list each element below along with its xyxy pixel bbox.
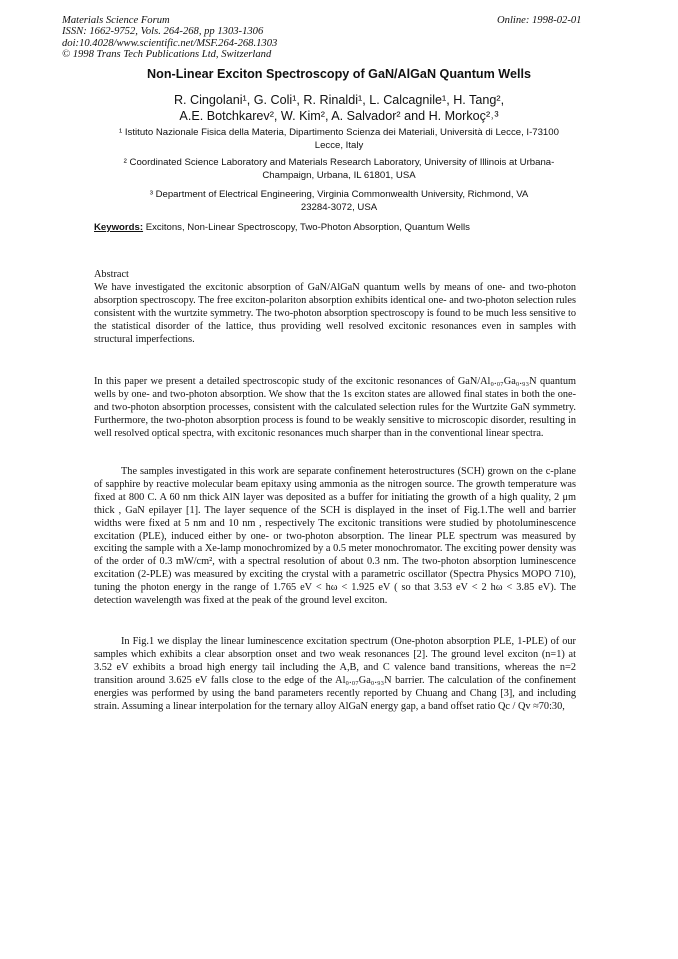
- doi-link[interactable]: doi:10.4028/www.scientific.net/MSF.264-268.1303: [62, 37, 278, 49]
- keywords-label: Keywords:: [94, 222, 144, 233]
- author-line-2: A.E. Botchkarev², W. Kim², A. Salvador² and H. Morkoç²˒³: [179, 109, 499, 123]
- online-date: Online: 1998-02-01: [497, 15, 582, 26]
- body-paragraph-2: The samples investigated in this work are separate confinement heterostructures (SCH) grown on the c-plane of sapphire by reactive molecular beam epitaxy using ammonia as the nitrogen source. The growth temperature was fixed at 800 C. A 60 nm thick AlN layer was deposited as a buffer for initiating the growth of a high quality, 2 μm thick , GaN epilayer [1]. The layer sequence of the SCH is displayed in the inset of Fig.1.The well and barrier widths were fixed at 5 nm and 10 nm , respectively The excitonic transitions were studied by photoluminescence excitation (PLE), induced either by one- or two-photon absorption. The linear PLE spectrum was measured by exciting the sample with a Xe-lamp monochromized by a 0.5 meter monochromator. The exciting power density was of the order of 0.3 mW/cm², with a spectral resolution of about 0.3 nm. The two-photon absorption luminescence excitation (2-PLE) was measured by exciting the crystal with a parametric oscillator (Spectra Physics MOPO 710), tuning the photon energy in the range of 1.765 eV < hω < 1.925 eV ( so that 3.53 eV < 2 hω < 3.85 eV). The detection wavelength was fixed at the peak of the ground level exciton.: [94, 466, 576, 607]
- affiliation-1: ¹ Istituto Nazionale Fisica della Materia, Dipartimento Scienza dei Materiali, Università di Lecce, I-73100 Lecce, Italy: [119, 127, 559, 151]
- author-line-1: R. Cingolani¹, G. Coli¹, R. Rinaldi¹, L. Calcagnile¹, H. Tang²,: [173, 93, 505, 107]
- abstract-text: We have investigated the excitonic absorption of GaN/AlGaN quantum wells by means of one- and two-photon absorption spectroscopy. The free exciton-polariton absorption exhibits identical one- and two-photon selection rules consistent with the wurtzite symmetry. The two-photon absorption spectroscopy is found to be much less sensitive to the statistical disorder of the lattice, thus providing well resolved excitonic resonances even in samples with structural imperfections.: [94, 282, 576, 345]
- affiliation-3: ³ Department of Electrical Engineering, Virginia Commonwealth University, Richmond, VA 23284-3072, USA: [149, 189, 529, 213]
- body-paragraph-1: In this paper we present a detailed spectroscopic study of the excitonic resonances of GaN/Al₀.₀₇Ga₀.₉₃N quantum wells by one- and two-photon absorption. We show that the 1s exciton states are allowed final states in both the one- and two-photon absorption processes, consistent with the calculated selection rules for the Wurtzite GaN symmetry. Furthermore, the two-photon absorption process is found to be weakly sensitive to microscopic disorder, resulting in well resolved optical spectra, with excitonic resonances much sharper than in the conventional linear spectra.: [94, 376, 576, 439]
- paper-title: Non-Linear Exciton Spectroscopy of GaN/AlGaN Quantum Wells: [147, 67, 531, 81]
- issn-line: ISSN: 1662-9752, Vols. 264-268, pp 1303-1306: [62, 26, 264, 38]
- keywords-text: Excitons, Non-Linear Spectroscopy, Two-Photon Absorption, Quantum Wells: [143, 222, 470, 233]
- affiliation-2: ² Coordinated Science Laboratory and Materials Research Laboratory, University of Illinois at Urbana-Champaign, Urbana, IL 61801, USA: [123, 157, 555, 181]
- abstract-heading: Abstract: [94, 269, 129, 280]
- journal-header: [62, 15, 277, 60]
- keywords: [94, 222, 470, 233]
- copyright-line: © 1998 Trans Tech Publications Ltd, Switzerland: [62, 48, 272, 60]
- journal-name: Materials Science Forum: [62, 15, 170, 26]
- author-list: [0, 92, 678, 124]
- body-paragraph-3: In Fig.1 we display the linear luminescence excitation spectrum (One-photon absorption PLE, 1-PLE) of our samples which exhibits a clear absorption onset and two weak resonances [2]. The ground level exciton (n=1) at 3.52 eV exhibits a broad high energy tail including the A,B, and C valence band transitions, whereas the n=2 transition around 3.625 eV falls close to the edge of the Al₀.₀₇Ga₀.₉₃N barrier. The calculation of the confinement energies was performed by using the band parameters recently reported by Chuang and Chang [3], and including strain. Assuming a linear interpolation for the ternary alloy AlGaN energy gap, a band offset ratio Qc / Qv ≈70:30,: [94, 636, 576, 712]
